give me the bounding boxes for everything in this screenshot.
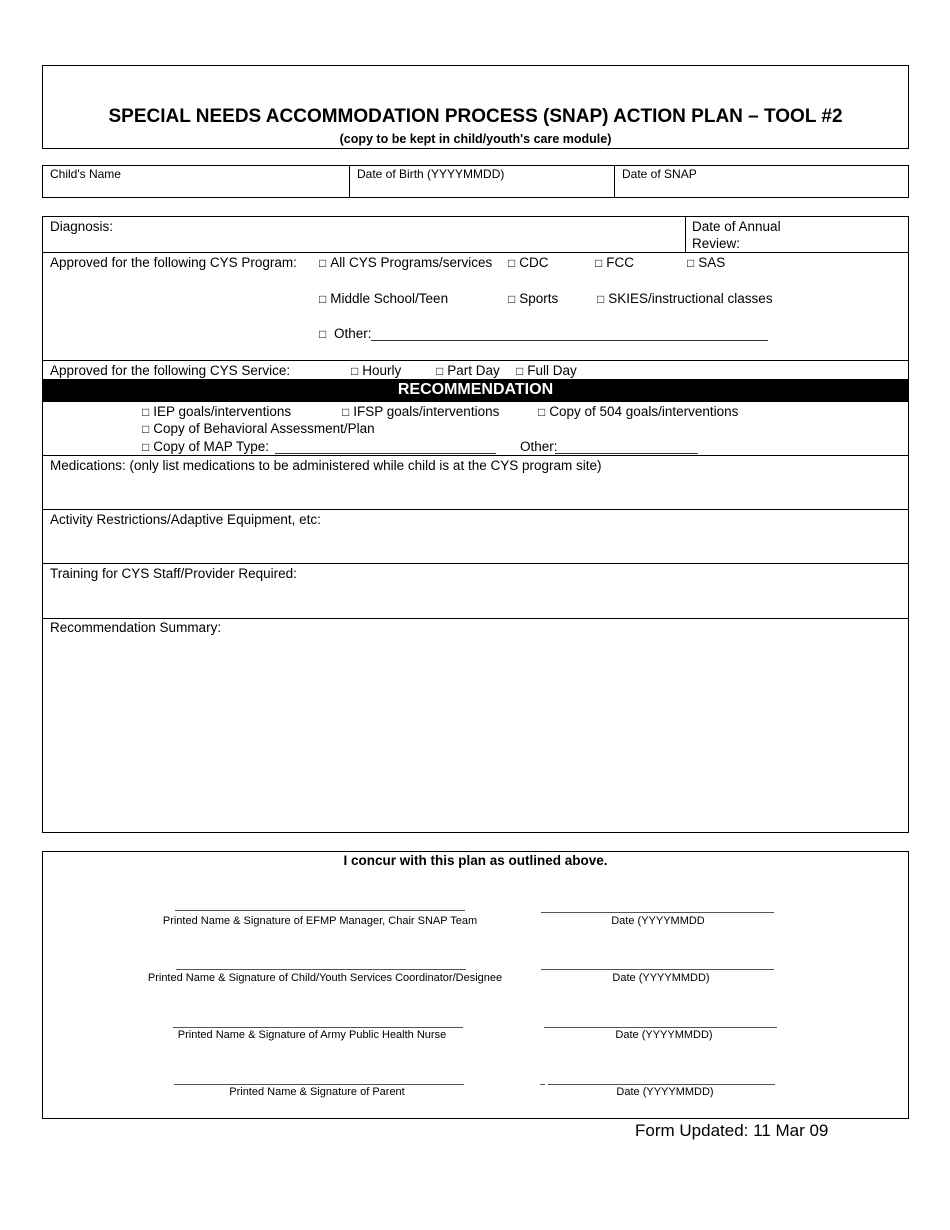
signature-caption: Printed Name & Signature of Child/Youth Services Coordinator/Designee — [147, 972, 503, 984]
restrictions-field[interactable]: Activity Restrictions/Adaptive Equipment, etc: — [50, 512, 321, 527]
diagnosis-label[interactable]: Diagnosis: — [50, 219, 114, 234]
training-field[interactable]: Training for CYS Staff/Provider Required: — [50, 566, 297, 581]
rec-checkbox-iep[interactable]: □ IEP goals/interventions — [142, 404, 291, 420]
child-name-field[interactable]: Child's Name — [50, 167, 121, 181]
concur-heading: I concur with this plan as outlined above. — [343, 853, 608, 868]
rec-checkbox-ifsp[interactable]: □ IFSP goals/interventions — [342, 404, 499, 420]
medications-field[interactable]: Medications: (only list medications to be administered while child is at the CYS program site) — [50, 458, 602, 473]
signature-caption: Printed Name & Signature of Parent — [229, 1086, 405, 1098]
program-label: Approved for the following CYS Program: — [50, 255, 297, 270]
program-checkbox-skies[interactable]: □ SKIES/instructional classes — [597, 291, 773, 307]
signature-line[interactable] — [176, 969, 466, 970]
rec-other-label: Other: — [520, 439, 558, 454]
snap-date-field[interactable]: Date of SNAP — [622, 167, 697, 181]
program-checkbox-sports[interactable]: □ Sports — [508, 291, 558, 307]
form-updated: Form Updated: 11 Mar 09 — [635, 1121, 829, 1140]
program-checkbox-cdc[interactable]: □ CDC — [508, 255, 549, 271]
service-label: Approved for the following CYS Service: — [50, 363, 291, 378]
signature-caption: Printed Name & Signature of EFMP Manager, Chair SNAP Team — [162, 915, 478, 927]
date-caption: Date (YYYYMMDD) — [616, 1086, 714, 1098]
rec-checkbox-map[interactable]: □ Copy of MAP Type: — [142, 439, 269, 455]
date-line[interactable] — [541, 912, 774, 913]
annual-review-label-2: Review: — [692, 236, 741, 251]
signature-line[interactable] — [173, 1027, 463, 1028]
signature-line[interactable] — [175, 910, 465, 911]
form-title: SPECIAL NEEDS ACCOMMODATION PROCESS (SNAP) ACTION PLAN – TOOL #2 — [108, 106, 843, 127]
date-line[interactable] — [541, 969, 774, 970]
program-checkbox-middle-school[interactable]: □ Middle School/Teen — [319, 291, 448, 307]
rec-checkbox-behavioral[interactable]: □ Copy of Behavioral Assessment/Plan — [142, 421, 375, 437]
program-checkbox-fcc[interactable]: □ FCC — [595, 255, 634, 271]
rec-other-line[interactable] — [555, 453, 698, 454]
program-checkbox-other[interactable]: □ Other: — [319, 326, 372, 342]
service-checkbox-part-day[interactable]: □ Part Day — [436, 363, 500, 379]
date-line[interactable] — [544, 1027, 777, 1028]
recommendation-heading: RECOMMENDATION — [397, 381, 554, 398]
signature-caption: Printed Name & Signature of Army Public Health Nurse — [177, 1029, 447, 1041]
form-subtitle: (copy to be kept in child/youth's care module) — [339, 132, 612, 146]
date-caption: Date (YYYYMMDD — [611, 915, 705, 927]
rec-checkbox-504[interactable]: □ Copy of 504 goals/interventions — [538, 404, 738, 420]
date-line[interactable] — [548, 1084, 775, 1085]
date-caption: Date (YYYYMMDD) — [615, 1029, 713, 1041]
signature-box — [42, 851, 909, 1119]
program-other-line[interactable] — [371, 340, 768, 341]
signature-line[interactable] — [174, 1084, 464, 1085]
date-caption: Date (YYYYMMDD) — [612, 972, 710, 984]
annual-review-label[interactable]: Date of Annual — [692, 219, 781, 234]
map-type-line[interactable] — [275, 453, 496, 454]
summary-field[interactable]: Recommendation Summary: — [50, 620, 222, 635]
service-checkbox-full-day[interactable]: □ Full Day — [516, 363, 577, 379]
dob-field[interactable]: Date of Birth (YYYYMMDD) — [357, 167, 505, 181]
program-checkbox-all[interactable]: □ All CYS Programs/services — [319, 255, 492, 271]
service-checkbox-hourly[interactable]: □ Hourly — [351, 363, 401, 379]
program-checkbox-sas[interactable]: □ SAS — [687, 255, 725, 271]
